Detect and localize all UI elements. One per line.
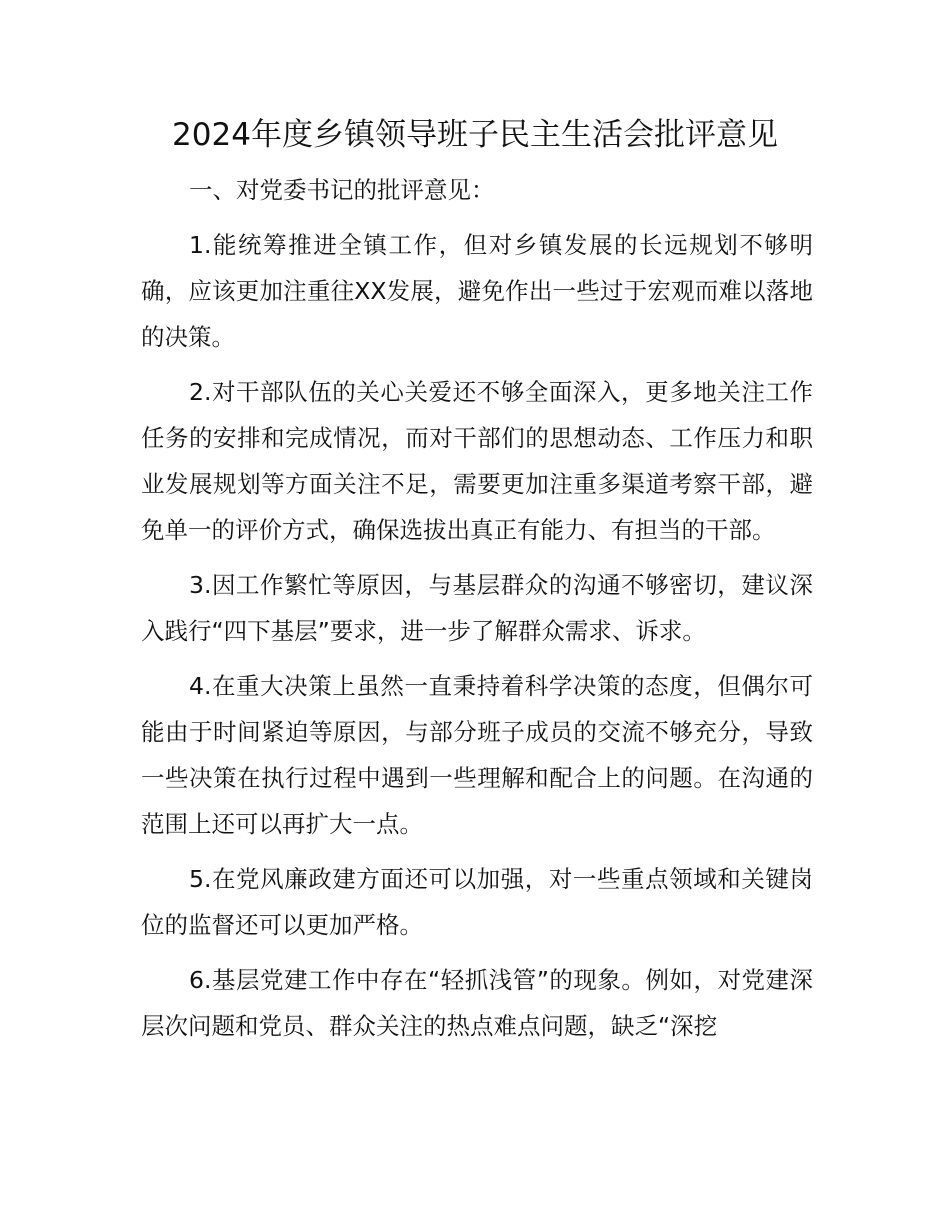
paragraph-2: 2.对干部队伍的关心关爱还不够全面深入，更多地关注工作任务的安排和完成情况，而对干部们的思想动态、工作压力和职业发展规划等方面关注不足，需要更加注重多渠道考察干部，避免单一的评价方式，确保选拔出真正有能力、有担当的干部。 (141, 378, 813, 544)
paragraph-1: 1.能统筹推进全镇工作，但对乡镇发展的长远规划不够明确，应该更加注重往XX发展，避免作出一些过于宏观而难以落地的决策。 (141, 231, 813, 351)
document-title: 2024年度乡镇领导班子民主生活会批评意见 (172, 117, 778, 153)
paragraph-6: 6.基层党建工作中存在“轻抓浅管”的现象。例如，对党建深层次问题和党员、群众关注的热点难点问题，缺乏“深挖 (141, 966, 813, 1040)
section-heading: 一、对党委书记的批评意见： (189, 176, 495, 204)
paragraph-4: 4.在重大决策上虽然一直秉持着科学决策的态度，但偶尔可能由于时间紧迫等原因，与部分班子成员的交流不够充分，导致一些决策在执行过程中遇到一些理解和配合上的问题。在沟通的范围上还可以再扩大一点。 (141, 672, 813, 838)
document-body (141, 167, 813, 1058)
paragraph-3: 3.因工作繁忙等原因，与基层群众的沟通不够密切，建议深入践行“四下基层”要求，进一步了解群众需求、诉求。 (141, 571, 813, 645)
paragraph-5: 5.在党风廉政建方面还可以加强，对一些重点领域和关键岗位的监督还可以更加严格。 (141, 865, 813, 939)
